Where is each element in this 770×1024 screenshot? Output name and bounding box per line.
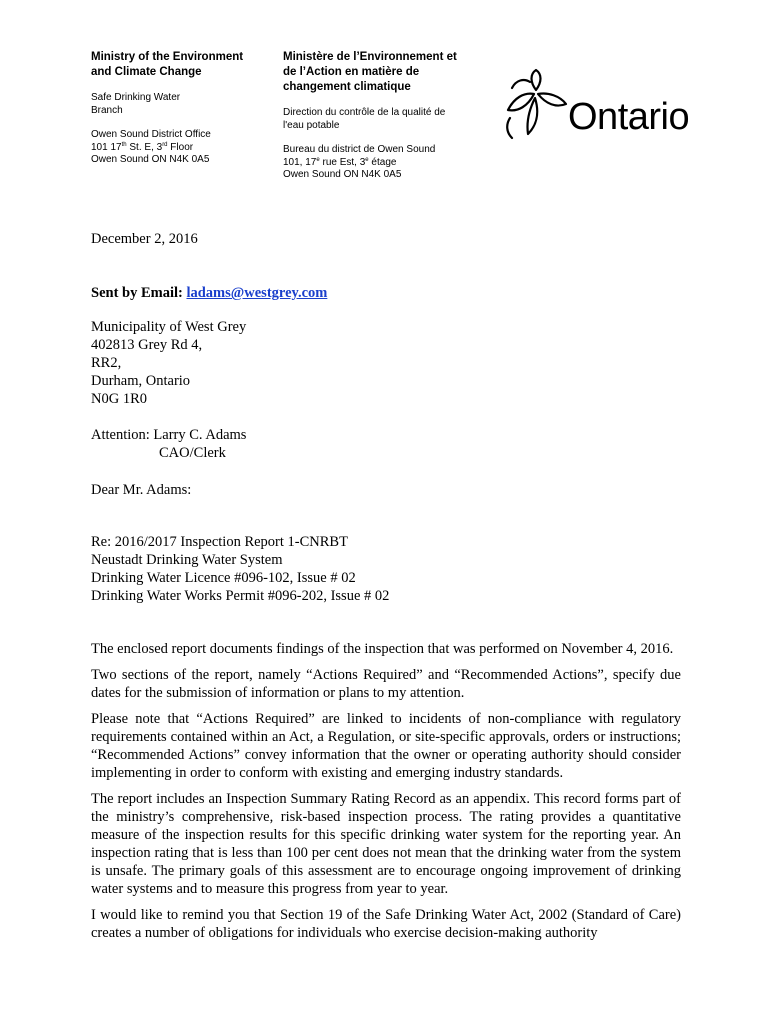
body-paragraph: The enclosed report documents findings of the inspection that was performed on November 4, 2016. <box>91 641 674 657</box>
branch-line: l'eau potable <box>283 119 340 131</box>
sent-by-email <box>91 284 681 302</box>
office-city: Owen Sound ON N4K 0A5 <box>91 154 210 165</box>
office-address-en <box>91 129 271 167</box>
ministry-line: de l’Action en matière de <box>283 66 420 78</box>
address-line: RR2, <box>91 355 122 371</box>
office-address-fr <box>283 144 488 182</box>
branch-line: Direction du contrôle de la qualité de <box>283 107 446 118</box>
branch-name-en <box>91 92 271 117</box>
recipient-address <box>91 318 681 408</box>
ministry-line: Ministry of the Environment <box>91 51 244 63</box>
address-line: Municipality of West Grey <box>91 319 247 335</box>
ministry-name-en <box>91 50 271 80</box>
office-city: Owen Sound ON N4K 0A5 <box>283 169 402 180</box>
body-paragraph: The report includes an Inspection Summary Rating Record as an appendix. This record forms part of the ministry’s comprehensive, risk-based inspection process. The rating provides a quantitative measure of the inspection results for this specific drinking water system for the reporting year. An inspection rating that is less than 100 per cent does not mean that the drinking water from the system is unsafe. The primary goals of this assessment are to encourage ongoing improvement of drinking water systems and to measure this progress from year to year. <box>91 791 681 897</box>
letter-body <box>91 640 681 950</box>
ontario-wordmark: Ontario <box>568 96 690 138</box>
attention-line: Attention: Larry C. Adams <box>91 427 247 443</box>
ministry-name-fr <box>283 50 488 95</box>
address-line: N0G 1R0 <box>91 391 147 407</box>
header-french <box>283 50 488 182</box>
office-street: 101, 17e rue Est, 3e étage <box>283 156 397 168</box>
body-paragraph: Please note that “Actions Required” are linked to incidents of non-compliance with regulatory requirements contained within an Act, a Regulation, or site-specific approvals, orders or instructions; “Recommended Actions” convey information that the owner or operating authority should consider implementing in order to conform with existing and emerging industry standards. <box>91 711 681 781</box>
sent-by-label: Sent by Email: <box>91 285 187 301</box>
header-english <box>91 50 271 167</box>
subject-line: Re: 2016/2017 Inspection Report 1-CNRBT <box>91 534 348 550</box>
ministry-line: and Climate Change <box>91 66 202 78</box>
address-line: Durham, Ontario <box>91 373 191 389</box>
attention-block <box>91 426 681 462</box>
address-line: 402813 Grey Rd 4, <box>91 337 203 353</box>
branch-name-fr <box>283 107 488 132</box>
salutation: Dear Mr. Adams: <box>91 482 192 498</box>
subject-line: Drinking Water Works Permit #096-202, Issue # 02 <box>91 588 390 604</box>
body-paragraph: I would like to remind you that Section 19 of the Safe Drinking Water Act, 2002 (Standard of Care) creates a number of obligations for individuals who exercise decision-making authority <box>91 907 681 941</box>
subject-line: Drinking Water Licence #096-102, Issue # 02 <box>91 570 356 586</box>
subject-line: Neustadt Drinking Water System <box>91 552 283 568</box>
office-street: 101 17th St. E, 3rd Floor <box>91 141 194 153</box>
ministry-line: Ministère de l’Environnement et <box>283 51 457 63</box>
branch-line: Safe Drinking Water <box>91 92 181 103</box>
office-name: Owen Sound District Office <box>91 129 211 140</box>
letter-date: December 2, 2016 <box>91 231 198 247</box>
ministry-line: changement climatique <box>283 81 411 93</box>
email-link[interactable]: ladams@westgrey.com <box>186 285 328 301</box>
attention-title: CAO/Clerk <box>159 445 226 461</box>
office-name: Bureau du district de Owen Sound <box>283 144 436 155</box>
body-paragraph: Two sections of the report, namely “Actions Required” and “Recommended Actions”, specify due dates for the submission of information or plans to my attention. <box>91 667 681 701</box>
branch-line: Branch <box>91 104 123 116</box>
subject-block <box>91 533 681 605</box>
